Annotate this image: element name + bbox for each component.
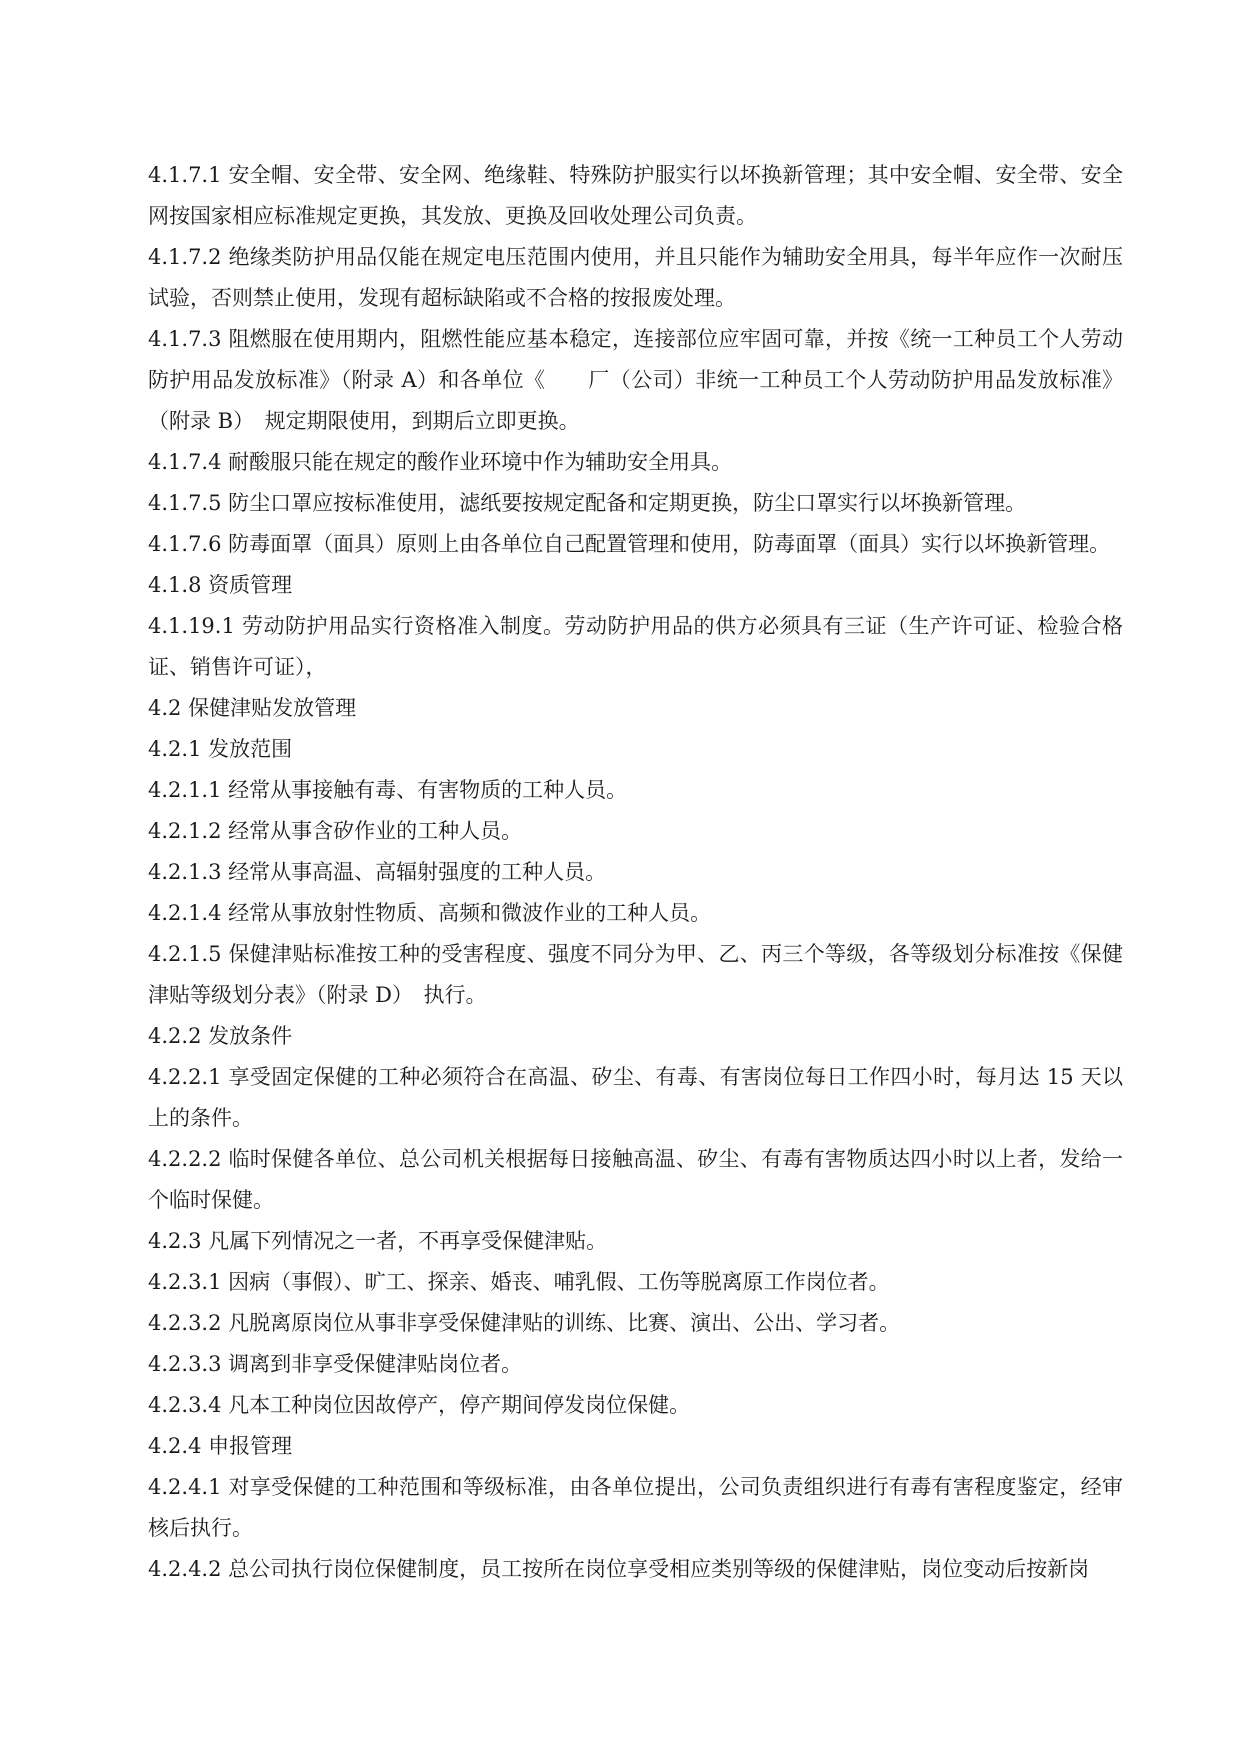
paragraph-4-2-3-3: 4.2.3.3 调离到非享受保健津贴岗位者。: [148, 1352, 523, 1376]
paragraph-4-1-7-6: 4.1.7.6 防毒面罩（面具）原则上由各单位自己配置管理和使用，防毒面罩（面具）实行以坏换新管理。: [148, 532, 1111, 556]
heading-4-2-1: 4.2.1 发放范围: [148, 737, 293, 761]
heading-4-2-3: 4.2.3 凡属下列情况之一者，不再享受保健津贴。: [148, 1229, 608, 1253]
paragraph-4-1-19-1: 4.1.19.1 劳动防护用品实行资格准入制度。劳动防护用品的供方必须具有三证（生产许可证、检验合格证、销售许可证），: [148, 614, 1123, 679]
paragraph-4-1-7-4: 4.1.7.4 耐酸服只能在规定的酸作业环境中作为辅助安全用具。: [148, 450, 733, 474]
heading-4-2-4: 4.2.4 申报管理: [148, 1434, 293, 1458]
paragraph-4-2-2-2: 4.2.2.2 临时保健各单位、总公司机关根据每日接触高温、矽尘、有毒有害物质达四小时以上者，发给一个临时保健。: [148, 1147, 1123, 1212]
paragraph-4-2-1-2: 4.2.1.2 经常从事含矽作业的工种人员。: [148, 819, 523, 843]
paragraph-4-1-7-2: 4.1.7.2 绝缘类防护用品仅能在规定电压范围内使用，并且只能作为辅助安全用具，每半年应作一次耐压试验，否则禁止使用，发现有超标缺陷或不合格的按报废处理。: [148, 245, 1123, 310]
paragraph-4-2-1-5: 4.2.1.5 保健津贴标准按工种的受害程度、强度不同分为甲、乙、丙三个等级，各等级划分标准按《保健津贴等级划分表》（附录 D） 执行。: [148, 942, 1123, 1007]
heading-4-1-8: 4.1.8 资质管理: [148, 573, 293, 597]
paragraph-4-2-1-1: 4.2.1.1 经常从事接触有毒、有害物质的工种人员。: [148, 778, 628, 802]
paragraph-4-1-7-5: 4.1.7.5 防尘口罩应按标准使用，滤纸要按规定配备和定期更换，防尘口罩实行以坏换新管理。: [148, 491, 1027, 515]
paragraph-4-2-4-1: 4.2.4.1 对享受保健的工种范围和等级标准，由各单位提出，公司负责组织进行有毒有害程度鉴定，经审核后执行。: [148, 1475, 1123, 1540]
paragraph-4-2-1-4: 4.2.1.4 经常从事放射性物质、高频和微波作业的工种人员。: [148, 901, 712, 925]
document-body: [148, 155, 1123, 1590]
paragraph-4-1-7-3: 4.1.7.3 阻燃服在使用期内，阻燃性能应基本稳定，连接部位应牢固可靠，并按《统一工种员工个人劳动防护用品发放标准》（附录 A）和各单位《 厂（公司）非统一工种员工个人劳动防护用品发放标准》（附录 B） 规定期限使用，到期后立即更换。: [148, 327, 1123, 433]
paragraph-4-1-7-1: 4.1.7.1 安全帽、安全带、安全网、绝缘鞋、特殊防护服实行以坏换新管理；其中安全帽、安全带、安全网按国家相应标准规定更换，其发放、更换及回收处理公司负责。: [148, 163, 1123, 228]
paragraph-4-2-3-1: 4.2.3.1 因病（事假）、旷工、探亲、婚丧、哺乳假、工伤等脱离原工作岗位者。: [148, 1270, 890, 1294]
paragraph-4-2-1-3: 4.2.1.3 经常从事高温、高辐射强度的工种人员。: [148, 860, 607, 884]
paragraph-4-2-3-4: 4.2.3.4 凡本工种岗位因故停产，停产期间停发岗位保健。: [148, 1393, 691, 1417]
paragraph-4-2-3-2: 4.2.3.2 凡脱离原岗位从事非享受保健津贴的训练、比赛、演出、公出、学习者。: [148, 1311, 901, 1335]
paragraph-4-2-2-1: 4.2.2.1 享受固定保健的工种必须符合在高温、矽尘、有毒、有害岗位每日工作四小时，每月达 15 天以上的条件。: [148, 1065, 1123, 1130]
heading-4-2-2: 4.2.2 发放条件: [148, 1024, 293, 1048]
heading-4-2: 4.2 保健津贴发放管理: [148, 696, 357, 720]
paragraph-4-2-4-2: 4.2.4.2 总公司执行岗位保健制度，员工按所在岗位享受相应类别等级的保健津贴，岗位变动后按新岗: [148, 1557, 1090, 1581]
